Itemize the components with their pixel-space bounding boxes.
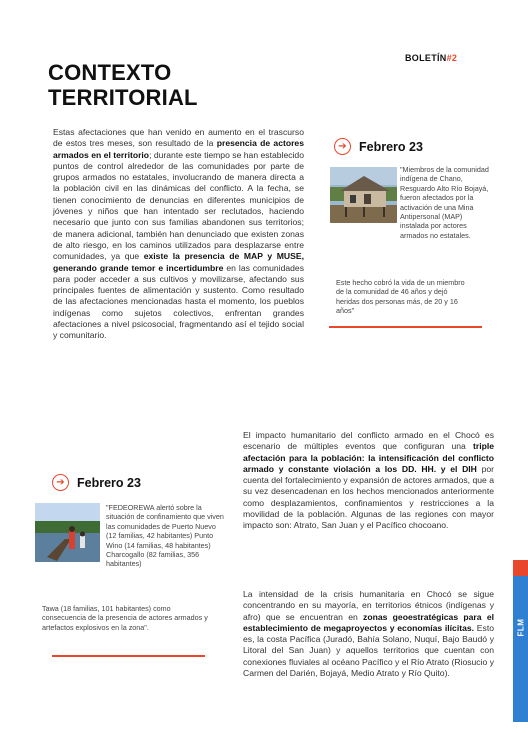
divider [52, 655, 205, 657]
arrow-right-icon: ➔ [334, 138, 351, 155]
side-tab-accent [513, 560, 528, 576]
bold-text-run: presencia de actores armados en el territorio [53, 138, 304, 160]
page-title-line-2: TERRITORIAL [48, 85, 198, 110]
arrow-right-icon: ➔ [52, 474, 69, 491]
bold-text-run: zonas geoestratégicas para el establecimiento de megaproyectos y economías ilícitas. [243, 611, 494, 633]
page-title [48, 60, 198, 110]
text-run: La intensidad de la crisis humanitaria en Chocó se sigue concentrando en su mayoría, en territorios étnicos (indígenas y afro) que se encuentran en [243, 589, 494, 622]
text-run: Esto es, la costa Pacífica (Juradó, Bahía Solano, Nuquí, Bajo Baudó y Litoral del San Juan) y aquellos territorios que cuentan con conexiones fluviales al océano Pacífico y el Río Atrato (Riosucio y Carmen del Darién, Bojayá, Medio Atrato y Río Quito). [243, 622, 494, 679]
event-caption-continued: Tawa (18 familias, 101 habitantes) como consecuencia de la presencia de actores armados y artefactos explosivos en la zona". [42, 604, 208, 632]
crisis-paragraph [243, 589, 494, 679]
text-run: Estas afectaciones que han venido en aumento en el trascurso de estos tres meses, son resultado de la [53, 127, 304, 149]
text-run: El impacto humanitario del conflicto armado en el Chocó es escenario de múltiples eventos que configuran una [243, 430, 494, 452]
side-tab [513, 576, 528, 722]
text-run: en las comunidades para poder acceder a sus cultivos y movilizarse, afectando sus principales fuentes de alimentación y sustento. Como resultado de las afectaciones mencionadas hasta el momento, los pueblos indígenas como sujetos colectivos, enfrentan grandes afectaciones a nivel psicosocial, fragmentando así el tejido social y comunitario. [53, 262, 304, 341]
bold-text-run: existe la presencia de MAP y MUSE, generando grande temor e incertidumbre [53, 251, 304, 273]
divider [329, 326, 482, 328]
bold-text-run: triple afectación para la población: la intensificación del conflicto armado y constante violación a los DD. HH. y el DIH [243, 441, 494, 474]
event-heading-1 [334, 138, 423, 155]
text-run: por cuenta del fortalecimiento y expansión de actores armados, que a su vez desencadenan en los hechos mencionados anteriormente como desplazamientos, confinamientos y restricciones a la movilidad de la población. Algunas de las regiones con mayor impacto son: Atrato, San Juan y el Pacífico chocoano. [243, 463, 494, 531]
event-caption: "Miembros de la comunidad indígena de Chano, Resguardo Alto Río Bojayá, fueron afectados por la activación de una Mina Antipersonal (MAP) instalada por actores armados no estatales. [400, 165, 489, 240]
house-photo [330, 167, 397, 223]
event-heading-2 [52, 474, 141, 491]
event-date: Febrero 23 [77, 475, 141, 490]
bulletin-label [405, 53, 457, 63]
impact-paragraph [243, 430, 494, 532]
event-date: Febrero 23 [359, 139, 423, 154]
side-tab-label: FLM [516, 618, 526, 637]
event-caption-continued: Este hecho cobró la vida de un miembro de la comunidad de 46 años y dejó heridas dos personas más, de 20 y 16 años" [336, 278, 465, 316]
river-photo [35, 503, 100, 562]
event-caption: "FEDEOREWA alertó sobre la situación de confinamiento que viven las comunidades de Puerto Nuevo (12 familias, 42 habitantes) Punto Wino (14 familias, 48 habitantes) Charcogallo (82 familias, 356 habitantes) [106, 503, 224, 569]
text-run: ; durante este tiempo se han establecido puntos de control alrededor de las comunidades por parte de grupos armados no estatales, involucrando de manera directa a la población civil en las dinámicas del conflicto. A la fecha, se tienen conocimiento de denuncias en diferentes municipios de jóvenes y niños que han intentado ser reclutados, haciendo necesario que junto con sus familias abandonen sus territorios; de manera adicional, también han denunciado que existen zonas de alto riesgo, en los caminos utilizados para desplazarse entre comunidades, ya que [53, 149, 304, 262]
page-title-line-1: CONTEXTO [48, 60, 172, 85]
bulletin-number: #2 [446, 53, 458, 63]
bulletin-word: BOLETÍN [405, 53, 447, 63]
intro-paragraph [53, 127, 304, 342]
